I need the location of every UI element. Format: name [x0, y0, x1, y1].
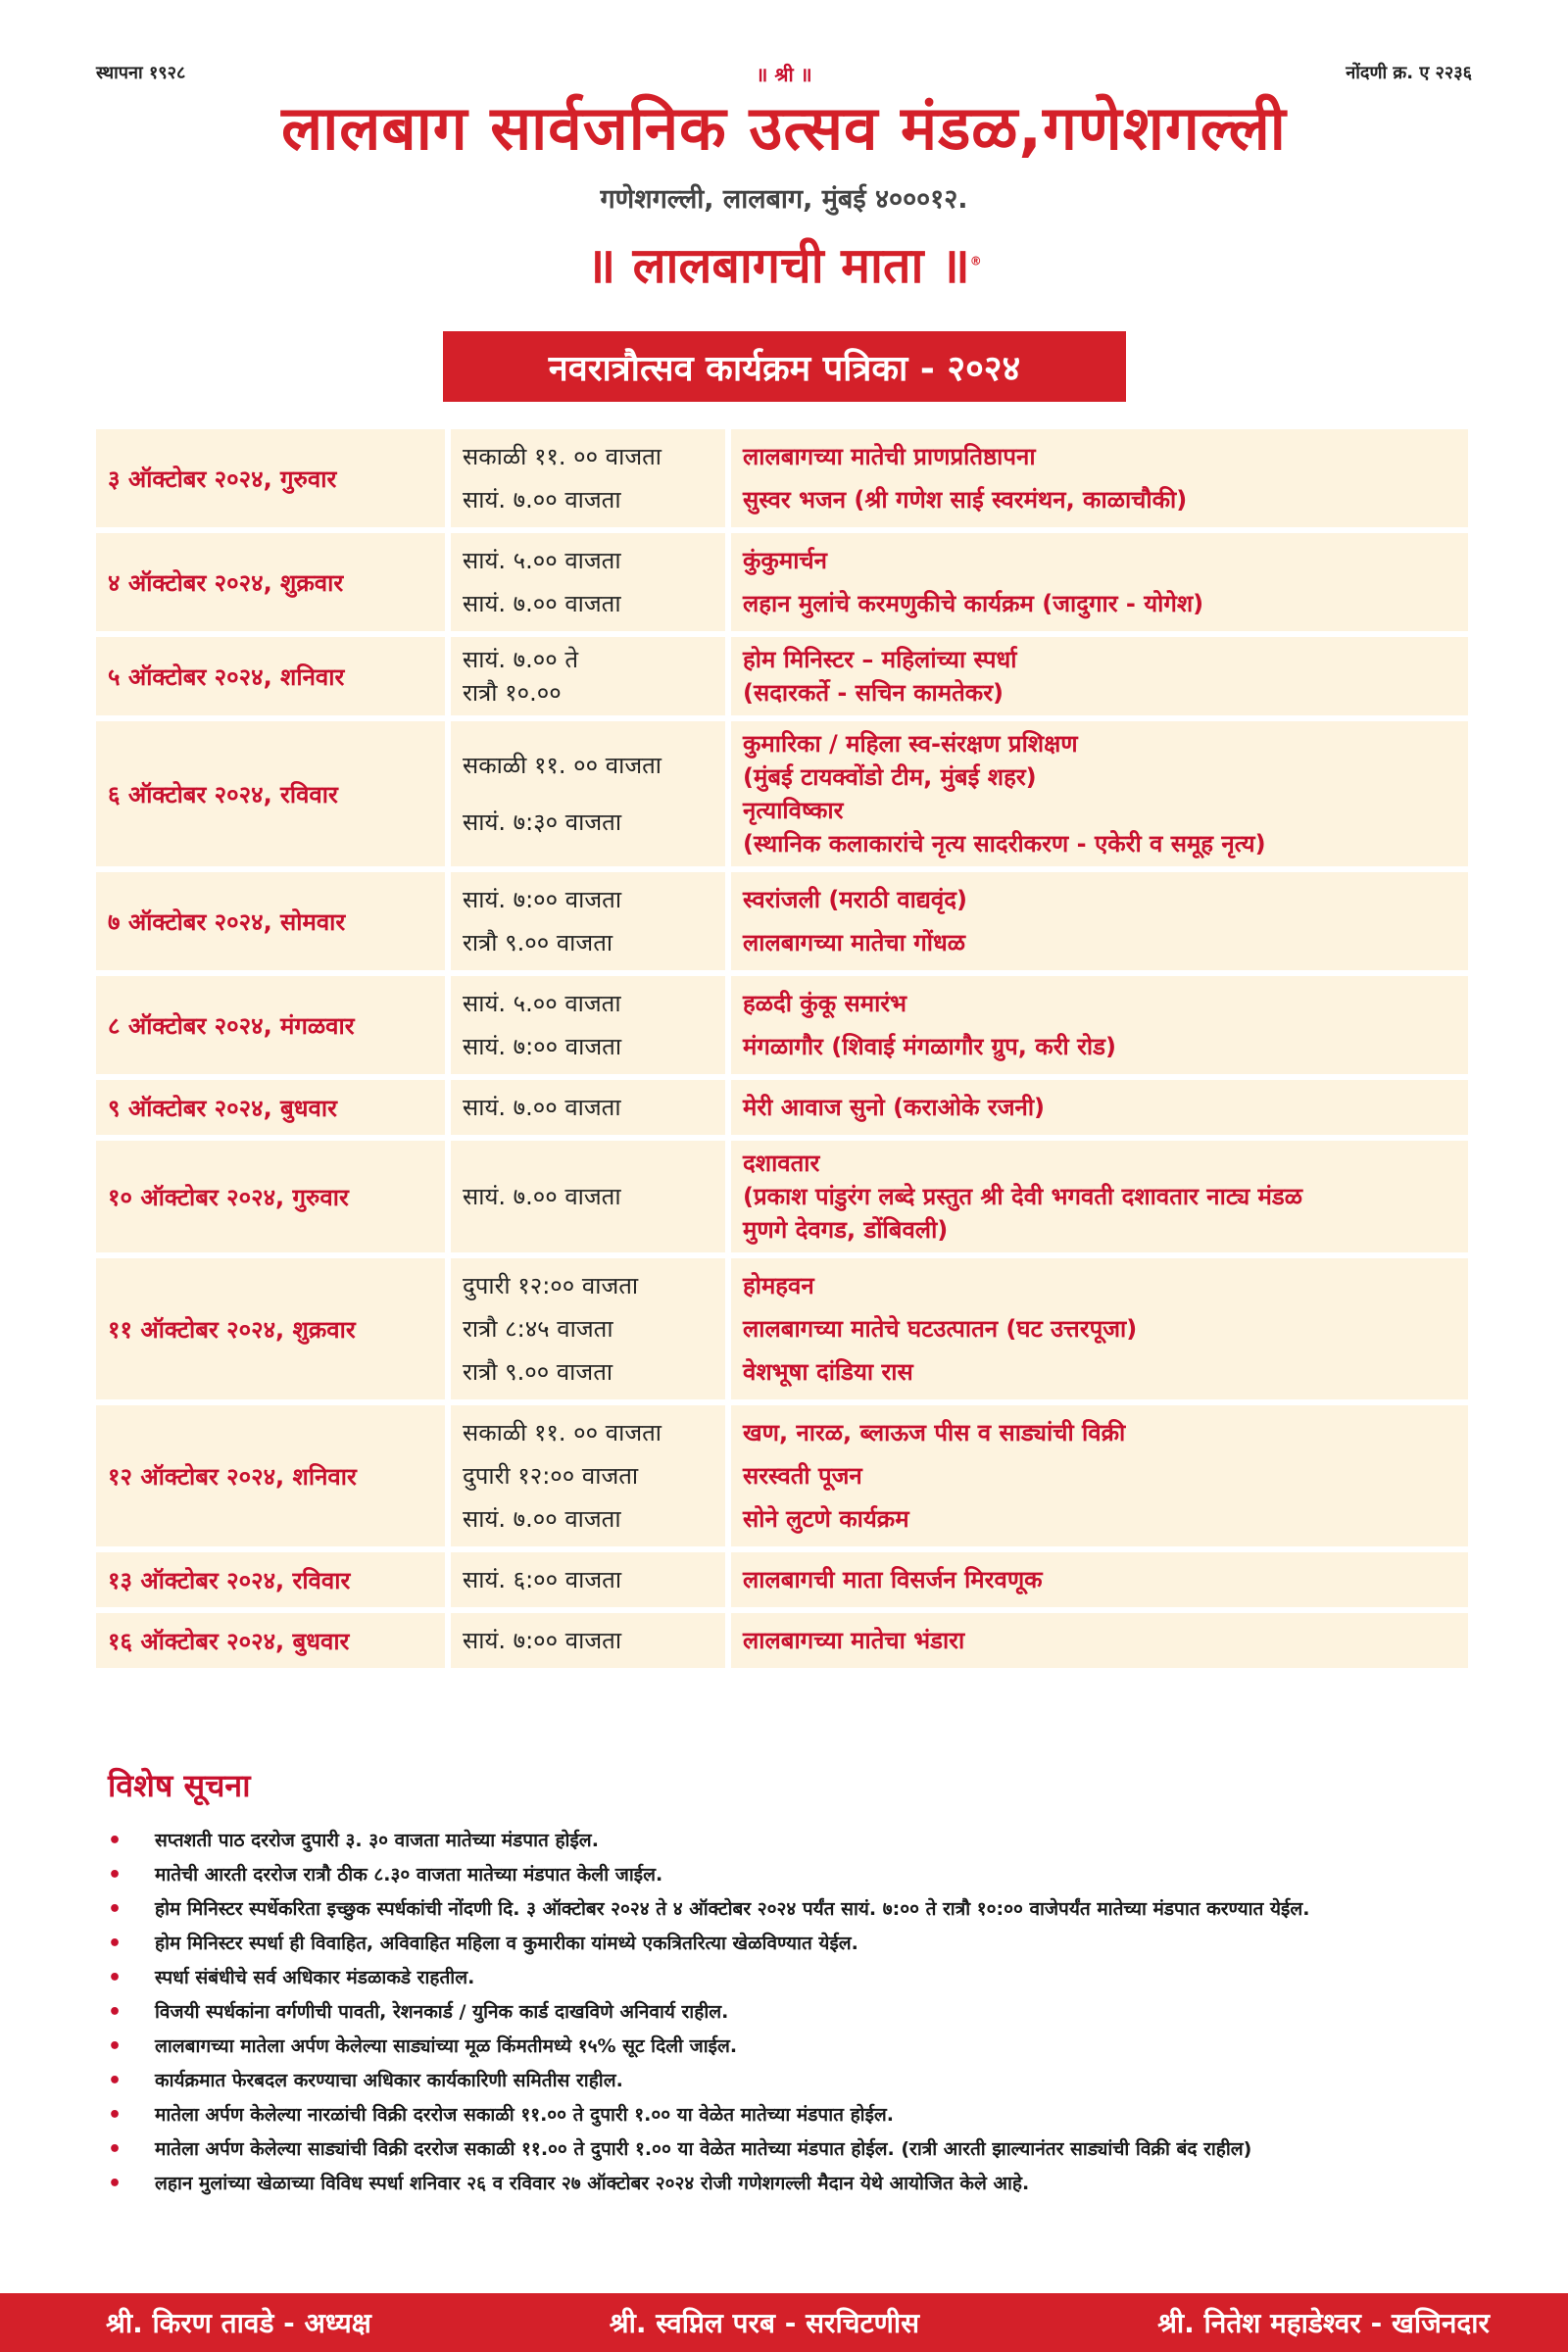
- schedule-time: रात्रौ १०.००: [463, 679, 562, 707]
- schedule-time: सायं. ७:३० वाजता: [463, 808, 622, 836]
- schedule-times: [451, 1080, 725, 1135]
- note-item: • मातेला अर्पण केलेल्या नारळांची विक्री दररोज सकाळी ११.०० ते दुपारी १.०० या वेळेत मातेच्या मंडपात होईल.: [106, 2102, 1468, 2129]
- registration-number: नोंदणी क्र. ए २२३६: [1346, 63, 1472, 83]
- schedule-event: मेरी आवाज सुनो (कराओके रजनी): [743, 1094, 1046, 1121]
- schedule-time: सकाळी ११. ०० वाजता: [463, 1419, 662, 1446]
- schedule-event: (मुंबई टायक्वोंडो टीम, मुंबई शहर): [743, 763, 1037, 791]
- schedule-row: [96, 721, 1468, 866]
- schedule-time: सायं. ७.०० वाजता: [463, 1183, 621, 1210]
- schedule-time: सायं. ७:०० वाजता: [463, 1627, 622, 1654]
- schedule-row: [96, 872, 1468, 970]
- schedule-event: लालबागच्या मातेची प्राणप्रतिष्ठापना: [743, 443, 1036, 470]
- schedule-event: कुमारिका / महिला स्व-संरक्षण प्रशिक्षण: [743, 730, 1078, 758]
- subtitle-text: ॥ लालबागची माता ॥: [586, 237, 970, 294]
- shri-invocation: ॥ श्री ॥: [756, 63, 812, 86]
- schedule-time: सायं. ७.०० वाजता: [463, 590, 621, 617]
- page-subtitle: [0, 230, 1568, 297]
- schedule-date: ११ ऑक्टोबर २०२४, शुक्रवार: [96, 1258, 445, 1399]
- schedule-date: १६ ऑक्टोबर २०२४, बुधवार: [96, 1613, 445, 1668]
- schedule-time: सायं. ७:०० वाजता: [463, 1033, 622, 1060]
- organization-address: गणेशगल्ली, लालबाग, मुंबई ४०००१२.: [600, 184, 968, 215]
- schedule-event: सुस्वर भजन (श्री गणेश साई स्वरमंथन, काळाचौकी): [743, 486, 1188, 514]
- schedule-time: सायं. ७:०० वाजता: [463, 886, 622, 913]
- schedule-time: दुपारी १२:०० वाजता: [463, 1462, 639, 1490]
- note-item: • मातेला अर्पण केलेल्या साड्यांची विक्री दररोज सकाळी ११.०० ते दुपारी १.०० या वेळेत मातेच्या मंडपात होईल. (रात्री आरती झाल्यानंतर साड्यांची विक्री बंद राहील): [106, 2136, 1468, 2163]
- schedule-event: खण, नारळ, ब्लाऊज पीस व साड्यांची विक्री: [743, 1419, 1126, 1446]
- schedule-times: [451, 533, 725, 631]
- schedule-event: होम मिनिस्टर – महिलांच्या स्पर्धा: [743, 646, 1017, 673]
- schedule-time: सायं. ७.०० वाजता: [463, 486, 621, 514]
- schedule-time: सायं. ५.०० वाजता: [463, 990, 621, 1017]
- schedule-event: स्वरांजली (मराठी वाद्यवृंद): [743, 886, 967, 913]
- footer-bar: [0, 2293, 1568, 2352]
- schedule-events: [731, 1405, 1468, 1546]
- schedule-event: लालबागच्या मातेचा गोंधळ: [743, 929, 965, 956]
- schedule-event: दशावतार: [743, 1150, 820, 1177]
- schedule-row: [96, 1613, 1468, 1668]
- schedule-events: [731, 533, 1468, 631]
- note-item: • मातेची आरती दररोज रात्रौ ठीक ८.३० वाजता मातेच्या मंडपात केली जाईल.: [106, 1862, 1468, 1888]
- schedule-row: [96, 1141, 1468, 1252]
- program-banner: नवरात्रौत्सव कार्यक्रम पत्रिका - २०२४: [443, 331, 1126, 402]
- footer-secretary: श्री. स्वप्निल परब - सरचिटणीस: [609, 2307, 920, 2339]
- note-item: • होम मिनिस्टर स्पर्धेकरिता इच्छुक स्पर्धकांची नोंदणी दि. ३ ऑक्टोबर २०२४ ते ४ ऑक्टोबर २०२४ पर्यंत सायं. ७:०० ते रात्रौ १०:०० वाजेपर्यंत मातेच्या मंडपात करण्यात येईल.: [106, 1896, 1468, 1923]
- schedule-event: सरस्वती पूजन: [743, 1462, 862, 1490]
- note-item: • लालबागच्या मातेला अर्पण केलेल्या साड्यांच्या मूळ किंमतीमध्ये १५% सूट दिली जाईल.: [106, 2034, 1468, 2060]
- schedule-time: सायं. ७.०० वाजता: [463, 1505, 621, 1533]
- note-item: • स्पर्धा संबंधीचे सर्व अधिकार मंडळाकडे राहतील.: [106, 1965, 1468, 1991]
- schedule-event: नृत्याविष्कार: [743, 797, 844, 824]
- schedule-date: ३ ऑक्टोबर २०२४, गुरुवार: [96, 429, 445, 527]
- schedule-time: सकाळी ११. ०० वाजता: [463, 443, 662, 470]
- schedule-date: १० ऑक्टोबर २०२४, गुरुवार: [96, 1141, 445, 1252]
- schedule-event: लालबागच्या मातेचे घटउत्पातन (घट उत्तरपूजा): [743, 1315, 1138, 1343]
- schedule-times: [451, 429, 725, 527]
- schedule-date: १२ ऑक्टोबर २०२४, शनिवार: [96, 1405, 445, 1546]
- schedule-row: [96, 533, 1468, 631]
- schedule-events: [731, 1258, 1468, 1399]
- footer-president: श्री. किरण तावडे - अध्यक्ष: [106, 2307, 371, 2339]
- schedule-event: मंगळागौर (शिवाई मंगळागौर ग्रुप, करी रोड): [743, 1033, 1116, 1060]
- schedule-times: [451, 1613, 725, 1668]
- schedule-times: [451, 637, 725, 715]
- schedule-event: मुणगे देवगड, डोंबिवली): [743, 1216, 949, 1244]
- schedule-times: [451, 1141, 725, 1252]
- schedule-row: [96, 429, 1468, 527]
- schedule-time: रात्रौ ९.०० वाजता: [463, 929, 613, 956]
- schedule-time: सकाळी ११. ०० वाजता: [463, 752, 662, 779]
- schedule-event: हळदी कुंकू समारंभ: [743, 990, 906, 1017]
- schedule-date: ४ ऑक्टोबर २०२४, शुक्रवार: [96, 533, 445, 631]
- schedule-events: [731, 976, 1468, 1074]
- note-item: • विजयी स्पर्धकांना वर्गणीची पावती, रेशनकार्ड / युनिक कार्ड दाखविणे अनिवार्य राहील.: [106, 1999, 1468, 2026]
- schedule-times: [451, 872, 725, 970]
- schedule-events: [731, 1080, 1468, 1135]
- schedule-row: [96, 637, 1468, 715]
- schedule-time: सायं. ७.०० ते: [463, 646, 578, 673]
- schedule-row: [96, 1258, 1468, 1399]
- note-item: • होम मिनिस्टर स्पर्धा ही विवाहित, अविवाहित महिला व कुमारीका यांमध्ये एकत्रितरित्या खेळविण्यात येईल.: [106, 1931, 1468, 1957]
- schedule-row: [96, 1080, 1468, 1135]
- schedule-row: [96, 1552, 1468, 1607]
- schedule-date: १३ ऑक्टोबर २०२४, रविवार: [96, 1552, 445, 1607]
- schedule-event: लहान मुलांचे करमणुकीचे कार्यक्रम (जादुगार - योगेश): [743, 590, 1204, 617]
- schedule-event: कुंकुमार्चन: [743, 547, 827, 574]
- schedule-time: सायं. ७.०० वाजता: [463, 1094, 621, 1121]
- schedule-events: [731, 1141, 1468, 1252]
- note-item: • सप्तशती पाठ दररोज दुपारी ३. ३० वाजता मातेच्या मंडपात होईल.: [106, 1828, 1468, 1854]
- notes-heading: विशेष सूचना: [108, 1767, 251, 1804]
- schedule-time: रात्रौ ९.०० वाजता: [463, 1358, 613, 1386]
- schedule-events: [731, 429, 1468, 527]
- schedule-date: ९ ऑक्टोबर २०२४, बुधवार: [96, 1080, 445, 1135]
- schedule-event: लालबागच्या मातेचा भंडारा: [743, 1627, 965, 1654]
- schedule-event: होमहवन: [743, 1272, 814, 1299]
- schedule-event: (सदारकर्ते - सचिन कामतेकर): [743, 679, 1004, 707]
- footer-treasurer: श्री. नितेश महाडेश्वर - खजिनदार: [1157, 2307, 1490, 2339]
- schedule-times: [451, 976, 725, 1074]
- schedule-event: सोने लुटणे कार्यक्रम: [743, 1505, 909, 1533]
- note-item: • लहान मुलांच्या खेळाच्या विविध स्पर्धा शनिवार २६ व रविवार २७ ऑक्टोबर २०२४ रोजी गणेशगल्ली मैदान येथे आयोजित केले आहे.: [106, 2171, 1468, 2197]
- schedule-events: [731, 872, 1468, 970]
- schedule-event: (स्थानिक कलाकारांचे नृत्य सादरीकरण - एकेरी व समूह नृत्य): [743, 830, 1266, 858]
- schedule-events: [731, 1552, 1468, 1607]
- schedule-row: [96, 1405, 1468, 1546]
- notes-list: [106, 1828, 1468, 2205]
- schedule-events: [731, 637, 1468, 715]
- schedule-times: [451, 721, 725, 866]
- schedule-events: [731, 1613, 1468, 1668]
- registered-mark: ®: [969, 254, 982, 269]
- schedule-time: रात्रौ ८:४५ वाजता: [463, 1315, 613, 1343]
- schedule-time: सायं. ५.०० वाजता: [463, 547, 621, 574]
- schedule-date: ५ ऑक्टोबर २०२४, शनिवार: [96, 637, 445, 715]
- schedule-event: लालबागची माता विसर्जन मिरवणूक: [743, 1566, 1043, 1593]
- schedule-event: वेशभूषा दांडिया रास: [743, 1358, 913, 1386]
- schedule-row: [96, 976, 1468, 1074]
- schedule-events: [731, 721, 1468, 866]
- schedule-times: [451, 1552, 725, 1607]
- organization-title: लालबाग सार्वजनिक उत्सव मंडळ,गणेशगल्ली: [281, 92, 1287, 164]
- schedule-date: ६ ऑक्टोबर २०२४, रविवार: [96, 721, 445, 866]
- note-item: • कार्यक्रमात फेरबदल करण्याचा अधिकार कार्यकारिणी समितीस राहील.: [106, 2068, 1468, 2094]
- schedule-times: [451, 1258, 725, 1399]
- schedule-table: [96, 429, 1468, 1674]
- established-text: स्थापना १९२८: [96, 63, 186, 83]
- schedule-time: दुपारी १२:०० वाजता: [463, 1272, 639, 1299]
- schedule-time: सायं. ६:०० वाजता: [463, 1566, 622, 1593]
- schedule-times: [451, 1405, 725, 1546]
- schedule-event: (प्रकाश पांडुरंग लब्दे प्रस्तुत श्री देवी भगवती दशावतार नाट्य मंडळ: [743, 1183, 1302, 1210]
- schedule-date: ७ ऑक्टोबर २०२४, सोमवार: [96, 872, 445, 970]
- schedule-date: ८ ऑक्टोबर २०२४, मंगळवार: [96, 976, 445, 1074]
